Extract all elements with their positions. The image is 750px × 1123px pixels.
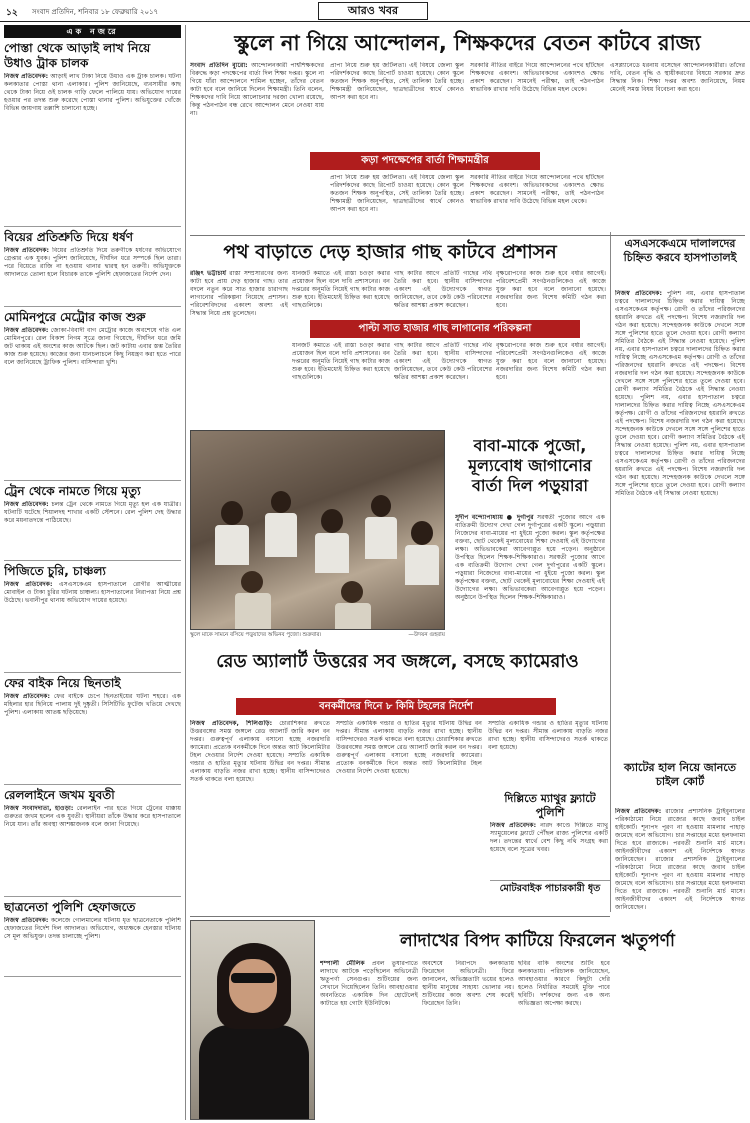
trees-column-4b: বৃক্ষরোপণের কাজ শুরু হবে বর্ষার আগেই। পরিবেশপ্রেমী সংগঠনগুলিকেও এই কাজে যুক্ত করা হবে বলে জানানো হয়েছে। নজরদারির জন্য বিশেষ কমিটি গঠন করা হবে। [496, 342, 606, 381]
brief-body: নিজস্ব প্রতিবেদক: আড়াই লাখ টাকা নিয়ে উধাও এক ট্রাক চালক। ঘটনা কলকাতার পোস্তা থানা এলাকার। পুলিশ জানিয়েছে, ব্যবসায়ীর কাছ থেকে টাকা নিয়ে ওই চালক গাড়ি ফেলে পালিয়ে যায়। অভিযোগ দায়ের হওয়ার পর তদন্ত শুরু করেছে পোস্তা থানার পুলিশ। অভিযুক্তের খোঁজে বিভিন্ন জায়গায় তল্লাশি চালানো হচ্ছে। [4, 73, 181, 112]
page-number: ১২ [6, 8, 18, 18]
camera-subheadline: বনকর্মীদের দিনে ৮ কিমি টহলের নির্দেশ [236, 698, 556, 715]
brief-body: নিজস্ব প্রতিবেদক: কলেজে গোলমালের ঘটনায় ধৃত ছাত্রনেতাকে পুলিশি হেফাজতের নির্দেশ দিল আদালত। অভিযোগ, অধ্যক্ষকে হেনস্তার ঘটনায় সে মূল অভিযুক্ত। তদন্ত চালাচ্ছে পুলিশ। [4, 917, 181, 940]
lead-headline: স্কুলে না গিয়ে আন্দোলন, শিক্ষকদের বেতন কাটবে রাজ্য [234, 31, 701, 55]
trees-subheadline: পাল্টা সাত হাজার গাছ লাগানোর পরিকল্পনা [310, 320, 580, 338]
lead-column-1: সংবাদ প্রতিদিন ব্যুরো: আন্দোলনকারী পার্শ্বশিক্ষকদের বিরুদ্ধে কড়া পদক্ষেপের বার্তা দিল শিক্ষা দপ্তর। স্কুলে না গিয়ে যাঁরা আন্দোলনে শামিল হচ্ছেন, তাঁদের বেতন কাটা হবে বলে জানিয়ে দিলেন শিক্ষামন্ত্রী। তিনি বলেন, শিক্ষকদের দাবি নিয়ে আলোচনার দরজা খোলা রয়েছে, কিন্তু পঠনপাঠন বন্ধ রেখে আন্দোলন মেনে নেওয়া যায় না। [190, 62, 324, 117]
masthead [0, 0, 750, 22]
brief-body: নিজস্ব প্রতিবেদক: জোকা-বিবাদী বাগ মেট্রোর কাজে অবশেষে গতি এল মোমিনপুরে। রেল বিকাশ নিগম সূত্রে জানা গিয়েছে, দীর্ঘদিন ধরে জমি জট থাকায় এই অংশের কাজ আটকে ছিল। জট কাটায় এবার স্তম্ভ তৈরির কাজ শুরু হয়েছে। কাজের জন্য যানচলাচলে কিছু নিয়ন্ত্রণ করা হতে পারে বলে জানিয়েছে ট্রাফিক পুলিশ। বাসিন্দারা খুশি। [4, 327, 181, 366]
court-headline: ক্যাটের হাল নিয়ে জানতে চাইল কোর্ট [623, 761, 737, 788]
lead-column-4: এসপ্ল্যানেডে ধরনায় বসেছেন আন্দোলনকারীরা। তাঁদের দাবি, বেতন বৃদ্ধি ও স্থায়ীকরণের বিষয়ে সরকার দ্রুত সিদ্ধান্ত নিক। শিক্ষা দপ্তর অবশ্য জানিয়েছে, নিয়ম মেনেই সমস্ত বিষয় বিবেচনা করা হবে। [610, 62, 745, 93]
brief-headline: পিজিতে চুরি, চাঞ্চল্য [4, 564, 106, 578]
brief-story [4, 676, 181, 785]
brief-story [4, 310, 181, 481]
brief-story [4, 484, 181, 561]
date-line: সংবাদ প্রতিদিন, শনিবার ১৮ ফেব্রুয়ারি ২০১৭ [32, 8, 159, 16]
lead-column-2b: প্রাপ্য নিয়ে শুরু হয় জটিলতা। এই বিষয়ে জেলা স্কুল পরিদর্শকদের কাছে রিপোর্ট চাওয়া হয়েছে। কোন স্কুলে কতজন শিক্ষক অনুপস্থিত, সেই তালিকা তৈরি হচ্ছে। শিক্ষামন্ত্রী জানিয়েছেন, ছাত্রছাত্রীদের স্বার্থে কোনও আপস করা হবে না। [330, 174, 464, 213]
brief-body: নিজস্ব প্রতিবেদক: চলন্ত ট্রেন থেকে নামতে গিয়ে মৃত্যু হল এক যাত্রীর। ঘটনাটি ঘটেছে শিয়ালদহ শাখার একটি স্টেশনে। রেল পুলিশ দেহ উদ্ধার করে ময়নাতদন্তে পাঠিয়েছে। [4, 501, 181, 524]
camera-column-2: সম্প্রতি একাধিক গন্ডার ও হাতির মৃত্যুর ঘটনায় উদ্বিগ্ন বন দপ্তর। সীমান্ত এলাকায় বাড়তি নজর রাখা হচ্ছে। স্থানীয় বাসিন্দাদেরও সতর্ক থাকতে বলা হয়েছে। চোরাশিকার রুখতে উত্তরবঙ্গের সমস্ত জঙ্গলে রেড অ্যালার্ট জারি করল বন দপ্তর। গুরুত্বপূর্ণ এলাকায় বসানো হচ্ছে নজরদারি ক্যামেরা। প্রত্যেক বনকর্মীকে দিনে অন্তত আট কিলোমিটার টহল দেওয়ার নির্দেশ দেওয়া হয়েছে। [336, 720, 482, 775]
brief-headline: ফের বাইক নিয়ে ছিনতাই [4, 676, 121, 690]
delhi-headline: দিল্লিতে ম্যাথুর ফ্ল্যাটে পুলিশি [504, 792, 596, 819]
lead-column-3b: সরকারি নীতির বাইরে গিয়ে আন্দোলনের পথে হাঁটছেন শিক্ষকদের একাংশ। অভিভাবকদের একাংশও ক্ষোভ প্রকাশ করেছেন। সামনেই পরীক্ষা, তাই পঠনপাঠন স্বাভাবিক রাখার দাবি উঠেছে বিভিন্ন মহল থেকে। [470, 174, 604, 205]
brief-body: নিজস্ব সংবাদদাতা, হাওড়া: রেললাইন পার হতে গিয়ে ট্রেনের ধাক্কায় গুরুতর জখম হলেন এক যুবতী। স্থানীয়রা তাঁকে উদ্ধার করে হাসপাতালে নিয়ে যান। তাঁর অবস্থা আশঙ্কাজনক বলে জানা গিয়েছে। [4, 805, 181, 828]
trees-column-3b: গাছ কাটার আগে প্রতিটি গাছের নথি তৈরি করা হবে। স্থানীয় বাসিন্দাদের একাংশ এই উদ্যোগকে স্বাগত জানিয়েছেন, তবে কেউ কেউ পরিবেশের ক্ষতির আশঙ্কা প্রকাশ করেছেন। [394, 342, 492, 381]
brief-story [4, 230, 181, 307]
delhi-body: নিজস্ব প্রতিবেদক: নারদ কাণ্ডে দিল্লিতে ম্যাথু স্যামুয়েলের ফ্ল্যাটে পৌঁছল রাজ্য পুলিশের একটি দল। তদন্তের স্বার্থে বেশ কিছু নথি সংগ্রহ করা হয়েছে বলে সূত্রের খবর। [490, 822, 608, 853]
trees-column-2b: যানজট কমাতে এই রাস্তা চওড়া করার প্রয়োজন ছিল বলে দাবি প্রশাসনের। বন দপ্তরের অনুমতি নিয়েই গাছ কাটার কাজ শুরু হবে। ইতিমধ্যেই চিহ্নিত করা হয়েছে গাছগুলিকে। [292, 342, 390, 381]
brief-headline: পোস্তা থেকে আড়াই লাখ নিয়ে উধাও ট্রাক চালক [4, 41, 151, 70]
ladakh-column-2: অবশেষে নিরাপদে কলকাতায় ফিরেছেন অভিনেত্রী। ফিরে জানালেন, অভিজ্ঞতাটা ভয়ের হলেও স্থানীয় মানুষের সাহায্য ভোলার নয়। শুটিংয়ের কাজ অবশ্য শেষ করেই ফিরেছেন তিনি। [422, 960, 514, 1007]
trees-column-3: গাছ কাটার আগে প্রতিটি গাছের নথি তৈরি করা হবে। স্থানীয় বাসিন্দাদের একাংশ এই উদ্যোগকে স্বাগত জানিয়েছেন, তবে কেউ কেউ পরিবেশের ক্ষতির আশঙ্কা প্রকাশ করেছেন। [394, 270, 492, 309]
ladakh-column-3: ছবির বাকি অংশের শুটিং হবে কলকাতায়। পরিচালক জানিয়েছেন, আবহাওয়ার কারণে কিছুটা দেরি হলেও নির্ধারিত সময়েই মুক্তি পাবে ছবিটি। দর্শকদের জন্য এক অন্য অভিজ্ঞতা অপেক্ষা করছে। [518, 960, 610, 1007]
camera-headline: রেড অ্যালার্ট উত্তরের সব জঙ্গলে, বসছে ক্যামেরাও [216, 651, 579, 672]
brief-story [4, 41, 181, 227]
brief-story [4, 564, 181, 673]
at-a-glance-banner: এক নজরে [4, 25, 181, 38]
photo-caption: স্কুলে মাকে সামনে বসিয়ে পড়ুয়াদের অভিনব পুজো। শুক্রবার। —উদয়ন গুহরায় [190, 632, 445, 638]
camera-column-1: নিজস্ব প্রতিবেদক, শিলিগুড়ি: চোরাশিকার রুখতে উত্তরবঙ্গের সমস্ত জঙ্গলে রেড অ্যালার্ট জারি করল বন দপ্তর। গুরুত্বপূর্ণ এলাকায় বসানো হচ্ছে নজরদারি ক্যামেরা। প্রত্যেক বনকর্মীকে দিনে অন্তত আট কিলোমিটার টহল দেওয়ার নির্দেশ দেওয়া হয়েছে। সম্প্রতি একাধিক গন্ডার ও হাতির মৃত্যুর ঘটনায় উদ্বিগ্ন বন দপ্তর। সীমান্ত এলাকায় বাড়তি নজর রাখা হচ্ছে। স্থানীয় বাসিন্দাদেরও সতর্ক থাকতে বলা হয়েছে। [190, 720, 330, 783]
brief-headline: ছাত্রনেতা পুলিশি হেফাজতে [4, 900, 136, 914]
brief-story [4, 900, 181, 977]
ladakh-headline: লাদাখের বিপদ কাটিয়ে ফিরলেন ঋতুপর্ণা [400, 931, 675, 951]
column-divider [185, 25, 186, 1120]
lead-subheadline: কড়া পদক্ষেপের বার্তা শিক্ষামন্ত্রীর [310, 152, 540, 170]
students-worship-photo [190, 430, 445, 630]
puja-body: সুদীপ বন্দ্যোপাধ্যায় ● দুর্গাপুর সরস্বতী পুজোর আগে এক ব্যতিক্রমী উদ্যোগ দেখা গেল দুর্গাপুরের একটি স্কুলে। পড়ুয়ারা নিজেদের বাবা-মায়ের পা ধুইয়ে পুজো করল। স্কুল কর্তৃপক্ষের বক্তব্য, ছোট থেকেই মূল্যবোধের শিক্ষা দেওয়াই এই উদ্যোগের লক্ষ্য। অভিভাবকেরা আবেগাপ্লুত হয়ে পড়েন। অনুষ্ঠানে উপস্থিত ছিলেন শিক্ষক-শিক্ষিকারাও। সরস্বতী পুজোর আগে এক ব্যতিক্রমী উদ্যোগ দেখা গেল দুর্গাপুরের একটি স্কুলে। পড়ুয়ারা নিজেদের বাবা-মায়ের পা ধুইয়ে পুজো করল। স্কুল কর্তৃপক্ষের বক্তব্য, ছোট থেকেই মূল্যবোধের শিক্ষা দেওয়াই এই উদ্যোগের লক্ষ্য। অভিভাবকেরা আবেগাপ্লুত হয়ে পড়েন। অনুষ্ঠানে উপস্থিত ছিলেন শিক্ষক-শিক্ষিকারাও। [455, 514, 605, 601]
lead-column-2: প্রাপ্য নিয়ে শুরু হয় জটিলতা। এই বিষয়ে জেলা স্কুল পরিদর্শকদের কাছে রিপোর্ট চাওয়া হয়েছে। কোন স্কুলে কতজন শিক্ষক অনুপস্থিত, সেই তালিকা তৈরি হচ্ছে। শিক্ষামন্ত্রী জানিয়েছেন, ছাত্রছাত্রীদের স্বার্থে কোনও আপস করা হবে না। [330, 62, 464, 101]
court-body: নিজস্ব প্রতিবেদক: রাজ্যের প্রশাসনিক ট্রাইবুনালের পরিকাঠামো নিয়ে রাজ্যের কাছে জবাব চাইল হাইকোর্ট। শূন্যপদ পূরণ না হওয়ায় মামলার পাহাড় জমেছে বলে অভিযোগ। চার সপ্তাহের মধ্যে হলফনামা দিতে হবে রাজ্যকে। পরবর্তী শুনানি মার্চ মাসে। আইনজীবীদের একাংশ এই নির্দেশকে স্বাগত জানিয়েছেন। রাজ্যের প্রশাসনিক ট্রাইবুনালের পরিকাঠামো নিয়ে রাজ্যের কাছে জবাব চাইল হাইকোর্ট। শূন্যপদ পূরণ না হওয়ায় মামলার পাহাড় জমেছে বলে অভিযোগ। চার সপ্তাহের মধ্যে হলফনামা দিতে হবে রাজ্যকে। পরবর্তী শুনানি মার্চ মাসে। আইনজীবীদের একাংশ এই নির্দেশকে স্বাগত জানিয়েছেন। [615, 808, 745, 911]
section-rule [190, 235, 745, 236]
brief-story [4, 788, 181, 897]
brief-body: নিজস্ব প্রতিবেদক: এসএসকেএম হাসপাতালে রোগীর আত্মীয়ের মোবাইল ও টাকা চুরির ঘটনায় চাঞ্চল্য। হাসপাতালের নিরাপত্তা নিয়ে প্রশ্ন উঠেছে। ভবানীপুর থানায় অভিযোগ দায়ের হয়েছে। [4, 581, 181, 604]
brief-headline: রেললাইনে জখম যুবতী [4, 788, 115, 802]
puja-headline: বাবা-মাকে পুজো, মূল্যবোধ জাগানোর বার্তা দিল পড়ুয়ারা [468, 436, 592, 495]
section-title: আরও খবর [318, 2, 428, 20]
column-divider [610, 232, 611, 912]
left-brief-column [4, 25, 181, 1120]
trees-column-2: যানজট কমাতে এই রাস্তা চওড়া করার প্রয়োজন ছিল বলে দাবি প্রশাসনের। বন দপ্তরের অনুমতি নিয়েই গাছ কাটার কাজ শুরু হবে। ইতিমধ্যেই চিহ্নিত করা হয়েছে গাছগুলিকে। [292, 270, 390, 309]
brief-body: নিজস্ব প্রতিবেদক: ফের বাইকে চেপে ছিনতাইয়ের ঘটনা শহরে। এক মহিলার হার ছিনিয়ে পালায় দুই দুষ্কৃতী। সিসিটিভি ফুটেজ খতিয়ে দেখছে পুলিশ। এলাকায় আতঙ্ক ছড়িয়েছে। [4, 693, 181, 716]
trees-column-4: বৃক্ষরোপণের কাজ শুরু হবে বর্ষার আগেই। পরিবেশপ্রেমী সংগঠনগুলিকেও এই কাজে যুক্ত করা হবে বলে জানানো হয়েছে। নজরদারির জন্য বিশেষ কমিটি গঠন করা হবে। [496, 270, 606, 309]
trees-headline: পথ বাড়াতে দেড় হাজার গাছ কাটবে প্রশাসন [223, 241, 557, 263]
brief-body: নিজস্ব প্রতিবেদক: বিয়ের প্রতিশ্রুতি দিয়ে তরুণীকে ধর্ষণের অভিযোগে গ্রেপ্তার এক যুবক। পুলিশ জানিয়েছে, দীর্ঘদিন ধরে সম্পর্কে ছিল তারা। পরে বিয়েতে রাজি না হওয়ায় থানার দ্বারস্থ হন তরুণী। অভিযুক্তকে আদালতে তোলা হলে বিচারক তাকে পুলিশি হেফাজতের নির্দেশ দেন। [4, 247, 181, 278]
rituparna-photo [190, 920, 315, 1120]
hospital-headline: এসএসকেএমে দালালদের চিহ্নিত করবে হাসপাতালই [623, 237, 737, 264]
hospital-body: নিজস্ব প্রতিবেদক: পুলিশ নয়, এবার হাসপাতাল চত্বরে দালালদের চিহ্নিত করার দায়িত্ব নিচ্ছে এসএসকেএম কর্তৃপক্ষ। রোগী ও তাঁদের পরিজনদের হয়রানি রুখতে এই পদক্ষেপ। বিশেষ নজরদারি দল গঠন করা হয়েছে। সন্দেহজনক কাউকে দেখলে সঙ্গে সঙ্গে পুলিশের হাতে তুলে দেওয়া হবে। রোগী কল্যাণ সমিতির বৈঠকে এই সিদ্ধান্ত নেওয়া হয়েছে। পুলিশ নয়, এবার হাসপাতাল চত্বরে দালালদের চিহ্নিত করার দায়িত্ব নিচ্ছে এসএসকেএম কর্তৃপক্ষ। রোগী ও তাঁদের পরিজনদের হয়রানি রুখতে এই পদক্ষেপ। বিশেষ নজরদারি দল গঠন করা হয়েছে। সন্দেহজনক কাউকে দেখলে সঙ্গে সঙ্গে পুলিশের হাতে তুলে দেওয়া হবে। রোগী কল্যাণ সমিতির বৈঠকে এই সিদ্ধান্ত নেওয়া হয়েছে। পুলিশ নয়, এবার হাসপাতাল চত্বরে দালালদের চিহ্নিত করার দায়িত্ব নিচ্ছে এসএসকেএম কর্তৃপক্ষ। রোগী ও তাঁদের পরিজনদের হয়রানি রুখতে এই পদক্ষেপ। বিশেষ নজরদারি দল গঠন করা হয়েছে। সন্দেহজনক কাউকে দেখলে সঙ্গে সঙ্গে পুলিশের হাতে তুলে দেওয়া হবে। রোগী কল্যাণ সমিতির বৈঠকে এই সিদ্ধান্ত নেওয়া হয়েছে। পুলিশ নয়, এবার হাসপাতাল চত্বরে দালালদের চিহ্নিত করার দায়িত্ব নিচ্ছে এসএসকেএম কর্তৃপক্ষ। রোগী ও তাঁদের পরিজনদের হয়রানি রুখতে এই পদক্ষেপ। বিশেষ নজরদারি দল গঠন করা হয়েছে। সন্দেহজনক কাউকে দেখলে সঙ্গে সঙ্গে পুলিশের হাতে তুলে দেওয়া হবে। রোগী কল্যাণ সমিতির বৈঠকে এই সিদ্ধান্ত নেওয়া হয়েছে। [615, 290, 745, 497]
camera-column-3: সম্প্রতি একাধিক গন্ডার ও হাতির মৃত্যুর ঘটনায় উদ্বিগ্ন বন দপ্তর। সীমান্ত এলাকায় বাড়তি নজর রাখা হচ্ছে। স্থানীয় বাসিন্দাদেরও সতর্ক থাকতে বলা হয়েছে। [488, 720, 608, 751]
brief-headline: ট্রেন থেকে নামতে গিয়ে মৃত্যু [4, 484, 141, 498]
bike-headline: মোটরবাইক পাচারকারী ধৃত [490, 880, 610, 895]
brief-headline: মোমিনপুরে মেট্রোর কাজ শুরু [4, 310, 146, 324]
section-rule [190, 916, 610, 917]
trees-column-1: রঞ্জিৎ ভট্টাচার্য রাস্তা সম্প্রসারণের জন্য কাটা হবে প্রায় দেড় হাজার গাছ। তার বদলে নতুন করে সাত হাজার চারাগাছ লাগানোর পরিকল্পনা নিয়েছে প্রশাসন। পরিবেশবিদদের একাংশ অবশ্য এই সিদ্ধান্ত নিয়ে প্রশ্ন তুলেছেন। [190, 270, 288, 317]
brief-headline: বিয়ের প্রতিশ্রুতি দিয়ে ধর্ষণ [4, 230, 133, 244]
ladakh-column-1: শম্পালী মৌলিক প্রবল তুষারপাতে লাদাখে আটকে পড়েছিলেন অভিনেত্রী ঋতুপর্ণা সেনগুপ্ত। শুটিংয়ের জন্য সেখানে গিয়েছিলেন তিনি। আবহাওয়ার অবনতিতে একাধিক দিন হোটেলেই কাটাতে হয় গোটা ইউনিটকে। [320, 960, 418, 1007]
lead-column-3: সরকারি নীতির বাইরে গিয়ে আন্দোলনের পথে হাঁটছেন শিক্ষকদের একাংশ। অভিভাবকদের একাংশও ক্ষোভ প্রকাশ করেছেন। সামনেই পরীক্ষা, তাই পঠনপাঠন স্বাভাবিক রাখার দাবি উঠেছে বিভিন্ন মহল থেকে। [470, 62, 604, 93]
